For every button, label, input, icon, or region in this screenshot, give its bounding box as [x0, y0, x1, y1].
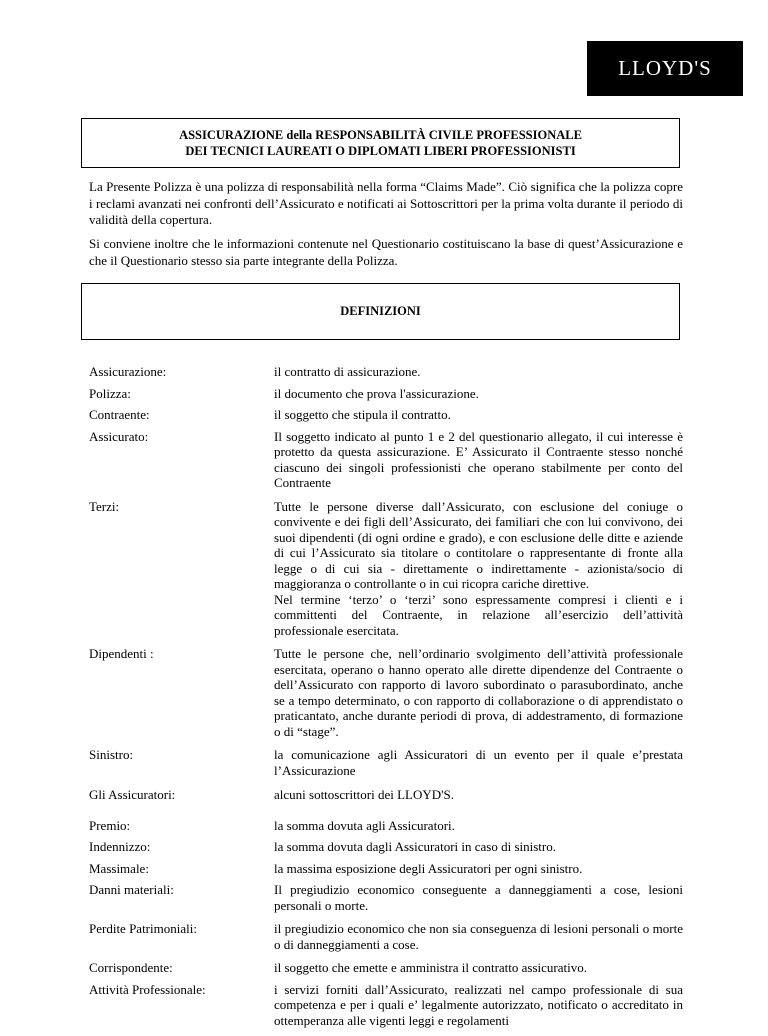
definition-row — [89, 747, 683, 778]
definition-desc: Il soggetto indicato al punto 1 e 2 del questionario allegato, il cui interesse è protetto da questa assicurazione. E’ Assicurato il Contraente stesso nonché ciascuno dei singoli professionisti che operano stabilmente per conto del Contraente — [274, 428, 683, 490]
definition-term: Indennizzo: — [89, 839, 151, 854]
definition-row — [89, 982, 683, 1029]
title-line-1: ASSICURAZIONE della RESPONSABILITÀ CIVILE PROFESSIONALE — [179, 128, 582, 142]
definition-row — [89, 861, 683, 877]
definition-row — [89, 818, 683, 834]
definition-row — [89, 882, 683, 913]
definition-row — [89, 407, 683, 423]
definition-term: Terzi: — [89, 498, 120, 514]
definition-desc: i servizi forniti dall’Assicurato, realizzati nel campo professionale di sua competenza e per i quali e’ legalmente autorizzato, notificato o accreditato in ottemperanza alle vigenti leggi e regolamenti — [274, 981, 683, 1028]
definition-term: Polizza: — [89, 385, 131, 401]
definition-desc: Tutte le persone diverse dall’Assicurato, con esclusione del coniuge o convivente e dei figli dell’Assicurato, dei familiari che con lui convivono, dei suoi dipendenti (di ogni ordine e grado), e con esclusione delle ditte e aziende di cui l’Assicurato sia titolare o contitolare o rappresentante di fronte alla legge o di cui sia - direttamente o indirettamente - azionista/socio di maggioranza o controllante o in cui ricopra cariche direttive. — [274, 498, 683, 591]
intro-paragraph-1: La Presente Polizza è una polizza di responsabilità nella forma “Claims Made”. Ciò significa che la polizza copre i reclami avanzati nei confronti dell’Assicurato e notificati ai Sottoscrittori per la prima volta durante il periodo di validità della copertura. — [89, 179, 683, 227]
definition-desc-continued: Nel termine ‘terzo’ o ‘terzi’ sono espressamente compresi i clienti e i committenti del Contraente, in relazione all’esercizio dell’attività professionale esercitata. — [274, 591, 683, 638]
definition-desc: il soggetto che stipula il contratto. — [274, 407, 451, 422]
definition-row — [89, 646, 683, 739]
definition-desc: il pregiudizio economico che non sia conseguenza di lesioni personali o morte o di danneggiamenti a cose. — [274, 921, 683, 952]
definition-desc: alcuni sottoscrittori dei LLOYD'S. — [274, 787, 454, 802]
definition-desc: la somma dovuta agli Assicuratori. — [274, 817, 455, 833]
definitions-heading-box — [81, 283, 680, 340]
definition-desc: la comunicazione agli Assicuratori di un evento per il quale e’prestata l’Assicurazione — [274, 747, 683, 778]
definition-term: Assicurato: — [89, 428, 149, 444]
title-line-2: DEI TECNICI LAUREATI O DIPLOMATI LIBERI PROFESSIONISTI — [185, 144, 576, 158]
definition-desc: il contratto di assicurazione. — [274, 364, 421, 379]
intro-paragraph-2: Si conviene inoltre che le informazioni contenute nel Questionario costituiscano la base di quest’Assicurazione e che il Questionario stesso sia parte integrante della Polizza. — [89, 236, 683, 268]
definition-term: Corrispondente: — [89, 960, 173, 975]
definition-row — [89, 429, 683, 491]
definition-term: Dipendenti : — [89, 646, 154, 661]
document-title-box — [81, 118, 680, 168]
definition-term: Premio: — [89, 817, 131, 833]
definitions-heading: DEFINIZIONI — [340, 304, 421, 318]
definition-term: Sinistro: — [89, 747, 134, 762]
definitions-list — [89, 364, 683, 1036]
definition-row — [89, 499, 683, 639]
definition-term: Contraente: — [89, 407, 150, 422]
definition-term: Assicurazione: — [89, 364, 167, 379]
definition-desc: Il pregiudizio economico conseguente a danneggiamenti a cose, lesioni personali o morte. — [274, 882, 683, 913]
definition-row — [89, 364, 683, 380]
definition-row — [89, 787, 683, 803]
definition-desc: la massima esposizione degli Assicuratori per ogni sinistro. — [274, 860, 583, 876]
logo-text: LLOYD'S — [618, 56, 712, 80]
definition-desc: il documento che prova l'assicurazione. — [274, 385, 479, 401]
lloyds-logo — [587, 41, 743, 96]
definition-row — [89, 921, 683, 952]
definition-desc: il soggetto che emette e amministra il contratto assicurativo. — [274, 960, 587, 975]
definition-desc: la somma dovuta dagli Assicuratori in caso di sinistro. — [274, 839, 556, 854]
definition-desc-block — [274, 499, 683, 639]
definition-term: Perdite Patrimoniali: — [89, 921, 197, 936]
definition-term: Gli Assicuratori: — [89, 787, 176, 802]
definition-term: Attività Professionale: — [89, 981, 206, 997]
definition-term: Danni materiali: — [89, 882, 174, 897]
definition-desc: Tutte le persone che, nell’ordinario svolgimento dell’attività professionale esercitata, operano o hanno operato alle dirette dipendenze del Contraente o dell’Assicurato con rapporto di lavoro subordinato o parasubordinato, anche se a tempo determinato, o con rapporto di collaborazione o di apprendistato o praticantato, anche durante periodi di prova, di addestramento, di formazione o di “stage”. — [274, 646, 683, 739]
definition-term: Massimale: — [89, 860, 149, 876]
definition-row — [89, 386, 683, 402]
definition-row — [89, 960, 683, 976]
definition-row — [89, 839, 683, 855]
